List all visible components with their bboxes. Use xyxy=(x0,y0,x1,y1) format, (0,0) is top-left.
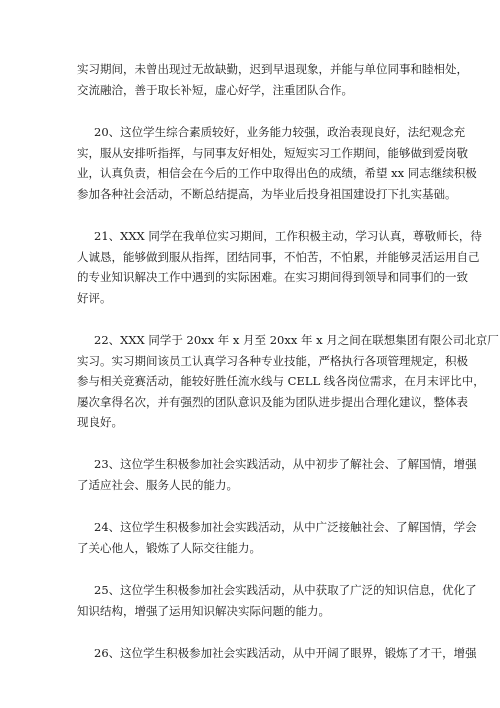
text-line: 人诚恳，能够做到服从指挥，团结同事，不怕苦，不怕累，并能够灵活运用自己 xyxy=(77,249,480,264)
paragraph-24 xyxy=(77,517,477,558)
paragraph-continuation xyxy=(77,59,468,100)
text-line: 了适应社会、服务人民的能力。 xyxy=(77,477,238,492)
text-line: 实习。实习期间该员工认真学习各种专业技能，严格执行各项管理规定，积极 xyxy=(77,353,468,368)
text-line: 业，认真负责，相信会在今后的工作中取得出色的成绩，希望 xx 同志继续积极 xyxy=(77,166,477,180)
paragraph-22 xyxy=(77,330,499,433)
text-line: 实习期间，未曾出现过无故缺勤，迟到早退现象，并能与单位同事和睦相处， xyxy=(77,62,468,76)
text-line: 知识结构，增强了运用知识解决实际问题的能力。 xyxy=(77,603,330,618)
text-line: 屡次拿得名次，并有强烈的团队意识及能为团队进步提出合理化建议，整体表 xyxy=(77,394,468,409)
text-line: 实，服从安排听指挥，与同事友好相处，短短实习工作期间，能够做到爱岗敬 xyxy=(77,145,468,160)
text-line: 参与相关竞赛活动，能较好胜任流水线与 CELL 线各岗位需求，在月末评比中， xyxy=(77,374,485,388)
text-line: 22、XXX 同学于 20xx 年 x 月至 20xx 年 x 月之间在联想集团有限公司北京厂 xyxy=(94,333,499,347)
text-line: 好评。 xyxy=(77,290,112,305)
paragraph-20 xyxy=(77,122,477,204)
text-line: 25、这位学生积极参加社会实践活动，从中获取了广泛的知识信息，优化了 xyxy=(94,583,477,597)
text-line: 了关心他人，锻炼了人际交往能力。 xyxy=(77,540,261,555)
text-line: 参加各种社会活动，不断总结提高，为毕业后投身祖国建设打下扎实基础。 xyxy=(77,186,457,201)
paragraph-25 xyxy=(77,580,477,621)
paragraph-26 xyxy=(77,643,477,664)
paragraph-21 xyxy=(77,226,482,308)
text-line: 交流融洽，善于取长补短，虚心好学，注重团队合作。 xyxy=(77,82,353,97)
text-line: 26、这位学生积极参加社会实践活动，从中开阔了眼界，锻炼了才干，增强 xyxy=(94,646,477,660)
text-line: 21、XXX 同学在我单位实习期间，工作积极主动，学习认真，尊敬师长，待 xyxy=(94,229,482,243)
text-line: 20、这位学生综合素质较好，业务能力较强，政治表现良好，法纪观念充 xyxy=(94,125,466,139)
paragraph-23 xyxy=(77,454,477,495)
text-line: 23、这位学生积极参加社会实践活动，从中初步了解社会、了解国情，增强 xyxy=(94,457,477,471)
text-line: 的专业知识解决工作中遇到的实际困难。在实习期间得到领导和同事们的一致 xyxy=(77,270,468,284)
text-line: 24、这位学生积极参加社会实践活动，从中广泛接触社会、了解国情，学会 xyxy=(94,520,477,534)
text-line: 现良好。 xyxy=(77,415,123,429)
